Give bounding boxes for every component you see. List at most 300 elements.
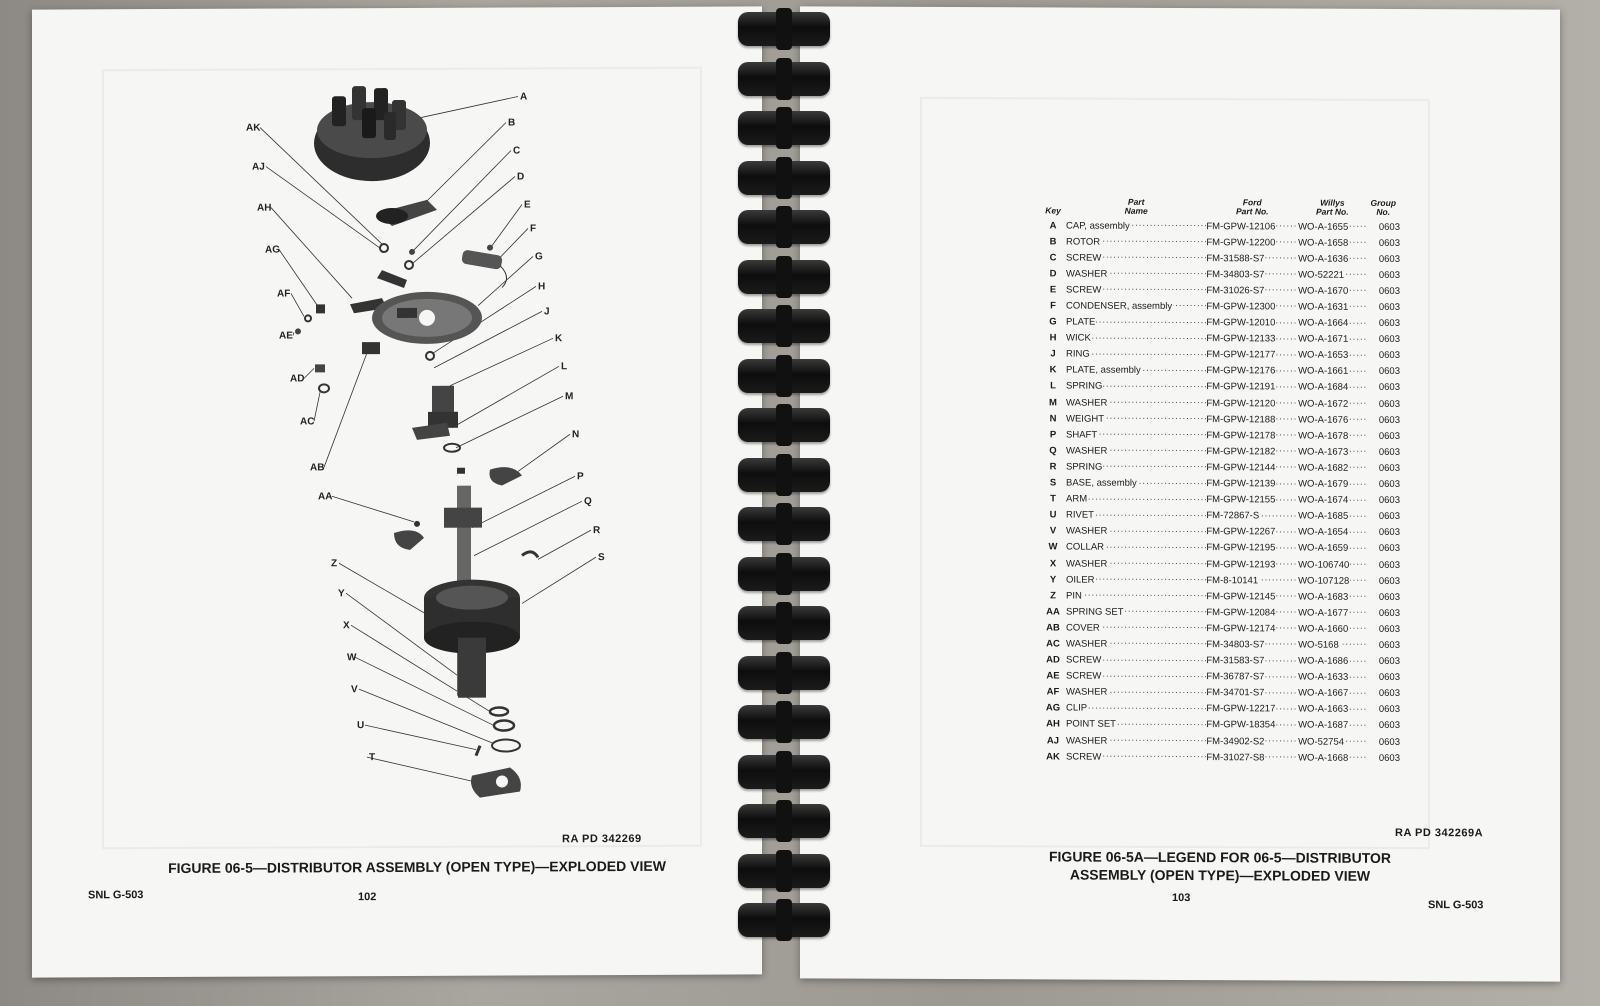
row-willys-part-no	[1298, 685, 1366, 701]
callout-label: V	[351, 684, 358, 696]
row-group-no	[1367, 734, 1400, 750]
callout-label: S	[598, 552, 605, 564]
table-row	[1040, 266, 1400, 284]
row-part-name	[1066, 346, 1206, 363]
header-group	[1367, 199, 1400, 219]
row-group-no-text: 0603	[1378, 414, 1400, 426]
row-group-no	[1367, 348, 1400, 364]
row-group-no-text: 0603	[1378, 350, 1400, 362]
row-ford-part-no	[1206, 331, 1298, 347]
row-willys-part-no-text: WO-A-1661	[1298, 365, 1349, 378]
row-group-no	[1367, 299, 1400, 315]
row-part-name-text: SPRING SET	[1066, 606, 1124, 618]
row-group-no-text: 0603	[1378, 398, 1400, 410]
table-row	[1040, 748, 1400, 766]
leader-line	[410, 96, 518, 119]
row-key	[1040, 668, 1066, 684]
callout-label: AG	[265, 244, 280, 256]
row-ford-part-no-text: FM-GPW-12217	[1206, 703, 1276, 715]
row-part-name	[1066, 298, 1206, 315]
row-key-text: U	[1049, 509, 1057, 521]
callout-label: X	[343, 620, 350, 632]
row-group-no-text: 0603	[1378, 623, 1400, 635]
table-row	[1040, 250, 1400, 268]
callout-label: L	[561, 361, 568, 373]
row-group-no-text: 0603	[1378, 478, 1400, 491]
row-group-no-text: 0603	[1378, 334, 1400, 346]
row-ford-part-no	[1206, 717, 1298, 733]
row-part-name-text: PLATE, assembly	[1066, 364, 1141, 377]
callout-label: AF	[277, 288, 291, 300]
row-group-no-text: 0603	[1378, 366, 1400, 378]
leader-line	[271, 207, 352, 298]
callout-label: D	[517, 171, 525, 183]
row-key	[1040, 604, 1066, 620]
row-key-text: Z	[1050, 590, 1056, 602]
table-row	[1040, 684, 1400, 702]
row-group-no	[1367, 621, 1400, 637]
row-ford-part-no	[1206, 234, 1298, 250]
row-part-name	[1066, 523, 1206, 540]
row-willys-part-no-text: WO-A-1678	[1298, 430, 1349, 442]
binding-coil	[738, 557, 830, 591]
screw-ad	[315, 364, 325, 372]
header-name-text: Name	[1124, 205, 1148, 216]
row-ford-part-no-text: FM-GPW-12084	[1206, 606, 1276, 619]
row-key	[1040, 636, 1066, 652]
row-willys-part-no-text: WO-A-1631	[1298, 301, 1349, 313]
row-willys-part-no-text: WO-A-1676	[1298, 414, 1349, 426]
binding-coil	[738, 62, 830, 96]
row-willys-part-no-text: WO-A-1664	[1298, 317, 1349, 329]
callout-label: P	[577, 471, 584, 483]
row-ford-part-no	[1206, 347, 1298, 363]
wick	[426, 352, 434, 360]
row-ford-part-no	[1206, 620, 1298, 636]
row-ford-part-no	[1206, 540, 1298, 556]
row-ford-part-no-text: FM-GPW-12178	[1206, 429, 1276, 442]
row-ford-part-no	[1206, 508, 1298, 524]
row-group-no-text: 0603	[1378, 253, 1400, 265]
row-ford-part-no	[1206, 363, 1298, 379]
row-willys-part-no	[1298, 347, 1366, 363]
row-part-name-text: RING	[1066, 348, 1090, 360]
table-row	[1040, 443, 1400, 461]
row-part-name	[1066, 716, 1206, 733]
table-row	[1040, 491, 1400, 509]
row-group-no	[1367, 235, 1400, 251]
callout-label: K	[555, 333, 563, 345]
row-willys-part-no-text: WO-A-1673	[1298, 446, 1349, 458]
row-part-name-text: SPRING	[1066, 380, 1103, 393]
row-key-text: K	[1049, 364, 1057, 376]
row-willys-part-no-text: WO-A-1667	[1298, 687, 1349, 699]
row-part-name	[1066, 588, 1206, 605]
row-group-no-text: 0603	[1378, 430, 1400, 442]
row-ford-part-no-text: FM-31583-S7	[1206, 655, 1265, 667]
row-part-name-text: WICK	[1066, 332, 1091, 344]
row-key	[1040, 394, 1066, 410]
row-part-name	[1066, 427, 1206, 444]
row-ford-part-no	[1206, 733, 1298, 749]
callout-label: AB	[310, 462, 325, 474]
leader-line	[293, 332, 294, 335]
page-number: 103	[1172, 891, 1191, 905]
row-willys-part-no	[1298, 508, 1366, 524]
row-group-no-text: 0603	[1378, 221, 1400, 233]
row-part-name-text: SCREW	[1066, 654, 1102, 666]
row-willys-part-no	[1298, 492, 1366, 508]
callout-label: Z	[331, 558, 338, 570]
table-row	[1040, 475, 1400, 493]
table-row	[1040, 330, 1400, 348]
table-row	[1040, 700, 1400, 718]
row-key-text: AG	[1045, 702, 1061, 714]
callout-label: U	[357, 720, 365, 732]
row-willys-part-no	[1298, 315, 1366, 331]
row-part-name-text: WASHER	[1066, 735, 1108, 747]
row-key	[1040, 330, 1066, 346]
row-ford-part-no	[1206, 653, 1298, 669]
spring-r	[522, 552, 538, 558]
weight-upper	[490, 467, 523, 486]
row-part-name	[1066, 266, 1206, 283]
row-group-no	[1367, 589, 1400, 605]
ra-pd-number: RA PD 342269	[562, 832, 642, 846]
row-ford-part-no-text: FM-GPW-12300	[1206, 301, 1276, 313]
row-part-name	[1066, 749, 1206, 766]
row-part-name-text: OILER	[1066, 574, 1095, 586]
footer-snl: SNL G-503	[88, 889, 144, 902]
row-part-name	[1066, 733, 1206, 750]
parts-legend-table	[1040, 197, 1400, 766]
row-key-text: AE	[1046, 670, 1060, 682]
row-part-name	[1066, 411, 1206, 428]
callout-label: AD	[290, 373, 305, 385]
arm	[471, 767, 521, 797]
table-row	[1040, 555, 1400, 573]
row-group-no-text: 0603	[1378, 559, 1400, 571]
row-willys-part-no	[1298, 750, 1366, 766]
table-row	[1040, 652, 1400, 670]
table-row	[1040, 636, 1400, 654]
row-ford-part-no-text: FM-GPW-12176	[1206, 365, 1276, 377]
row-willys-part-no-text: WO-A-1686	[1298, 655, 1349, 667]
figure-caption	[1020, 847, 1420, 885]
row-ford-part-no-text: FM-GPW-12188	[1206, 413, 1276, 426]
row-willys-part-no	[1298, 283, 1366, 299]
row-willys-part-no	[1298, 524, 1366, 540]
row-key-text: AH	[1046, 718, 1060, 730]
row-part-name-text: POINT SET	[1066, 718, 1116, 731]
washer-m	[444, 444, 460, 452]
row-ford-part-no-text: FM-GPW-12120	[1206, 397, 1276, 409]
row-willys-part-no	[1298, 428, 1366, 444]
row-group-no	[1367, 251, 1400, 267]
spring-set	[414, 521, 420, 527]
binding-coil	[738, 606, 830, 640]
table-row	[1040, 539, 1400, 557]
row-ford-part-no-text: FM-8-10141	[1206, 574, 1259, 586]
table-row	[1040, 523, 1400, 541]
row-ford-part-no	[1206, 749, 1298, 765]
leader-line	[365, 725, 476, 750]
leader-line	[367, 757, 474, 782]
row-key	[1040, 732, 1066, 748]
row-part-name-text: WASHER	[1066, 397, 1108, 409]
binding-coil	[738, 12, 830, 46]
table-row	[1040, 668, 1400, 686]
row-ford-part-no	[1206, 701, 1298, 717]
row-part-name	[1066, 539, 1206, 556]
row-ford-part-no-text: FM-GPW-12139	[1206, 478, 1276, 490]
row-willys-part-no-text: WO-A-1683	[1298, 591, 1349, 603]
row-willys-part-no	[1298, 331, 1366, 347]
row-group-no-text: 0603	[1378, 607, 1400, 619]
row-part-name	[1066, 700, 1206, 717]
row-key-text: AF	[1046, 686, 1060, 698]
row-group-no	[1367, 476, 1400, 492]
row-part-name-text: WEIGHT	[1066, 413, 1104, 425]
row-key-text: V	[1049, 525, 1057, 537]
row-key	[1040, 217, 1066, 233]
row-group-no-text: 0603	[1378, 704, 1400, 716]
ra-pd-number: RA PD 342269A	[1395, 826, 1484, 840]
row-ford-part-no	[1206, 604, 1298, 620]
callout-label: Q	[584, 496, 592, 508]
binding-coil	[738, 309, 830, 343]
row-part-name	[1066, 395, 1206, 412]
row-key-text: P	[1049, 429, 1057, 441]
row-key	[1040, 282, 1066, 298]
row-group-no	[1367, 460, 1400, 476]
table-row	[1040, 298, 1400, 316]
row-key-text: AC	[1046, 638, 1060, 650]
callout-label: F	[530, 223, 537, 235]
callout-label: G	[535, 251, 543, 263]
row-willys-part-no-text: WO-A-1684	[1298, 381, 1349, 394]
row-willys-part-no	[1298, 412, 1366, 428]
point-set	[377, 270, 407, 288]
row-part-name	[1066, 234, 1206, 251]
row-willys-part-no	[1298, 734, 1366, 750]
row-group-no-text: 0603	[1378, 543, 1400, 555]
row-willys-part-no-text: WO-A-1679	[1298, 478, 1349, 490]
row-group-no	[1367, 637, 1400, 653]
washer-ac	[319, 384, 329, 392]
exploded-view-diagram	[32, 6, 762, 977]
callout-label: AE	[279, 330, 293, 342]
row-willys-part-no	[1298, 605, 1366, 621]
row-ford-part-no-text: FM-GPW-12174	[1206, 623, 1276, 635]
row-key	[1040, 588, 1066, 604]
binding-coil	[738, 854, 830, 888]
leader-line	[332, 496, 414, 522]
row-ford-part-no	[1206, 282, 1298, 298]
row-ford-part-no	[1206, 315, 1298, 331]
row-key	[1040, 700, 1066, 716]
plate-assembly	[428, 386, 458, 428]
row-key-text: G	[1049, 316, 1057, 328]
row-willys-part-no	[1298, 219, 1366, 235]
row-part-name-text: WASHER	[1066, 525, 1108, 538]
breaker-plate	[372, 292, 482, 344]
row-ford-part-no	[1206, 669, 1298, 685]
row-part-name-text: WASHER	[1066, 638, 1108, 650]
footer-snl: SNL G-503	[1428, 899, 1484, 912]
row-group-no	[1367, 315, 1400, 331]
row-group-no	[1367, 573, 1400, 589]
row-willys-part-no	[1298, 396, 1366, 412]
row-group-no	[1367, 686, 1400, 702]
row-part-name-text: WASHER	[1066, 268, 1108, 280]
row-willys-part-no-text: WO-A-1658	[1298, 237, 1349, 249]
callout-label: AC	[300, 416, 315, 428]
row-willys-part-no-text: WO-A-1668	[1298, 752, 1349, 764]
header-key-text: Key	[1045, 205, 1061, 216]
collar	[490, 708, 508, 716]
binding-coil	[738, 755, 830, 789]
row-willys-part-no-text: WO-A-1672	[1298, 398, 1349, 410]
row-group-no	[1367, 412, 1400, 428]
row-ford-part-no-text: FM-34803-S7	[1206, 639, 1265, 651]
header-group-text: Group	[1370, 197, 1397, 208]
row-group-no	[1367, 669, 1400, 685]
row-part-name-text: RIVET	[1066, 509, 1094, 521]
row-ford-part-no-text: FM-31588-S7	[1206, 252, 1265, 265]
row-ford-part-no-text: FM-GPW-12155	[1206, 494, 1276, 506]
binding-coil	[738, 656, 830, 690]
callout-label: W	[347, 652, 357, 664]
table-row	[1040, 346, 1400, 364]
row-key-text: H	[1049, 332, 1057, 344]
row-part-name-text: SCREW	[1066, 751, 1102, 763]
leader-line	[538, 530, 591, 559]
row-key-text: AA	[1046, 606, 1060, 618]
row-willys-part-no	[1298, 476, 1366, 492]
row-group-no-text: 0603	[1378, 511, 1400, 523]
header-group-no: No.	[1376, 206, 1391, 217]
binding-coil	[738, 705, 830, 739]
row-key-text: W	[1048, 541, 1058, 553]
row-willys-part-no	[1298, 444, 1366, 460]
row-group-no	[1367, 509, 1400, 525]
binding-coil	[738, 111, 830, 145]
row-willys-part-no	[1298, 235, 1366, 251]
row-part-name	[1066, 620, 1206, 637]
washer-af	[305, 315, 311, 321]
row-group-no	[1367, 444, 1400, 460]
callout-label: B	[508, 117, 516, 129]
washer-q-small	[457, 468, 465, 474]
table-row	[1040, 217, 1400, 235]
row-key-text: F	[1050, 300, 1056, 312]
row-group-no	[1367, 525, 1400, 541]
row-willys-part-no-text: WO-A-1653	[1298, 349, 1349, 362]
row-key-text: AJ	[1046, 734, 1060, 747]
callout-label: AJ	[252, 161, 265, 173]
row-ford-part-no-text: FM-GPW-12267	[1206, 526, 1276, 538]
row-willys-part-no-text: WO-A-1674	[1298, 494, 1349, 506]
header-ford	[1206, 198, 1298, 218]
row-key-text: J	[1050, 348, 1056, 360]
row-ford-part-no	[1206, 411, 1298, 427]
row-part-name	[1066, 218, 1206, 235]
leader-line	[522, 557, 596, 603]
row-key-text: Q	[1049, 445, 1057, 457]
table-row	[1040, 427, 1400, 445]
row-ford-part-no-text: FM-34902-S2	[1206, 735, 1265, 747]
row-group-no	[1367, 219, 1400, 235]
row-group-no-text: 0603	[1378, 720, 1400, 732]
callout-label: E	[524, 199, 531, 211]
callout-label: C	[513, 145, 521, 157]
row-key-text: S	[1049, 477, 1057, 489]
callout-label: AA	[318, 491, 333, 503]
row-ford-part-no-text: FM-31027-S8	[1206, 751, 1265, 764]
row-key	[1040, 443, 1066, 459]
row-willys-part-no	[1298, 573, 1366, 589]
row-part-name-text: SHAFT	[1066, 429, 1098, 441]
row-part-name-text: SCREW	[1066, 670, 1102, 682]
caption-line-2: ASSEMBLY (OPEN TYPE)—EXPLODED VIEW	[1069, 866, 1371, 884]
row-part-name	[1066, 491, 1206, 508]
row-ford-part-no-text: FM-GPW-12144	[1206, 462, 1276, 474]
row-willys-part-no-text: WO-A-1677	[1298, 607, 1349, 619]
row-key	[1040, 362, 1066, 378]
row-ford-part-no-text: FM-GPW-12191	[1206, 381, 1276, 393]
row-key	[1040, 266, 1066, 282]
row-willys-part-no	[1298, 299, 1366, 315]
row-key-text: X	[1049, 557, 1057, 569]
leader-line	[291, 293, 304, 316]
row-ford-part-no	[1206, 476, 1298, 492]
row-key	[1040, 652, 1066, 668]
row-key	[1040, 378, 1066, 394]
row-key-text: AD	[1046, 654, 1060, 666]
row-willys-part-no	[1298, 637, 1366, 653]
row-willys-part-no	[1298, 540, 1366, 556]
row-ford-part-no	[1206, 218, 1298, 234]
row-part-name	[1066, 668, 1206, 685]
row-part-name-text: ARM	[1066, 493, 1088, 505]
row-part-name	[1066, 636, 1206, 653]
row-key-text: R	[1049, 461, 1057, 473]
table-row	[1040, 732, 1400, 750]
row-ford-part-no	[1206, 443, 1298, 459]
row-part-name	[1066, 652, 1206, 669]
row-ford-part-no	[1206, 572, 1298, 588]
binding-coil	[738, 408, 830, 442]
row-ford-part-no	[1206, 492, 1298, 508]
binding-coil	[738, 458, 830, 492]
row-ford-part-no-text: FM-GPW-12145	[1206, 590, 1276, 603]
row-part-name	[1066, 684, 1206, 701]
leader-line	[304, 368, 314, 378]
distributor-base	[424, 579, 520, 697]
caption-line-1: FIGURE 06-5A—LEGEND FOR 06-5—DISTRIBUTOR	[1048, 848, 1391, 866]
row-ford-part-no-text: FM-GPW-12193	[1206, 558, 1276, 570]
row-part-name-text: PIN	[1066, 590, 1082, 602]
binding-coil	[738, 161, 830, 195]
screw-e	[487, 245, 493, 251]
callout-label: AH	[257, 202, 272, 214]
row-part-name-text: CAP, assembly	[1066, 220, 1130, 232]
row-key-text: M	[1049, 397, 1057, 409]
row-part-name	[1066, 507, 1206, 524]
row-willys-part-no-text: WO-A-1636	[1298, 253, 1349, 265]
row-group-no-text: 0603	[1378, 655, 1400, 668]
